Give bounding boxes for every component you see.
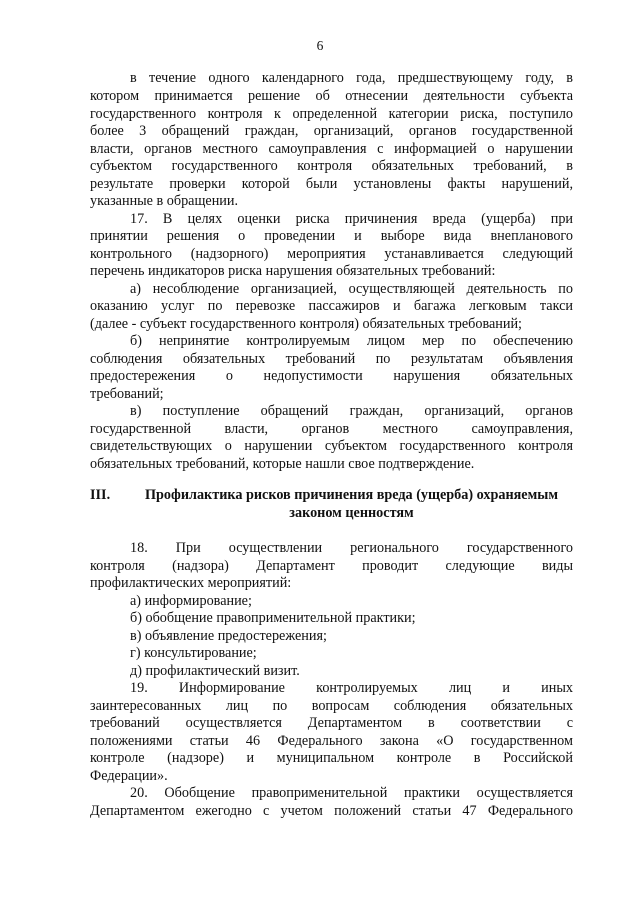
text-line: контрольного (надзорного) мероприятия устанавливается следующий — [90, 246, 573, 262]
text-line: результате проверки которой были установлены факты нарушений, — [90, 176, 573, 192]
list-item-a-line: а) несоблюдение организацией, осуществляющей деятельность по — [130, 281, 573, 297]
paragraph-20-line: 20. Обобщение правоприменительной практики осуществляется — [130, 785, 573, 801]
text-line: предостережения о недопустимости нарушения обязательных — [90, 368, 573, 384]
list-item: д) профилактический визит. — [130, 663, 300, 679]
text-line: свидетельствующих о нарушении субъектом государственного контроля — [90, 438, 573, 454]
text-line: оказанию услуг по перевозке пассажиров и багажа легковым такси — [90, 298, 573, 314]
list-item-b-line: б) непринятие контролируемым лицом мер по обеспечению — [130, 333, 573, 349]
text-line: перечень индикаторов риска нарушения обязательных требований: — [90, 263, 496, 279]
text-line: профилактических мероприятий: — [90, 575, 292, 591]
list-item: б) обобщение правоприменительной практики; — [130, 610, 416, 626]
text-line: обязательных требований, которые нашли свое подтверждение. — [90, 456, 475, 472]
text-line: Департаментом ежегодно с учетом положений статьи 47 Федерального — [90, 803, 573, 819]
list-item: г) консультирование; — [130, 645, 257, 661]
text-line: контроле (надзоре) и муниципальном контроле в Российской — [90, 750, 573, 766]
list-item-v-line: в) поступление обращений граждан, организаций, органов — [130, 403, 573, 419]
paragraph-19-line: 19. Информирование контролируемых лиц и иных — [130, 680, 573, 696]
text-line: положениями статьи 46 Федерального закона «О государственном — [90, 733, 573, 749]
list-item: в) объявление предостережения; — [130, 628, 327, 644]
text-line: государственной власти, органов местного самоуправления, — [90, 421, 573, 437]
text-line: в течение одного календарного года, предшествующему году, в — [130, 70, 573, 86]
text-line: более 3 обращений граждан, организаций, органов государственной — [90, 123, 573, 139]
text-line: заинтересованных лиц по вопросам соблюдения обязательных — [90, 698, 573, 714]
paragraph-17-line: 17. В целях оценки риска причинения вреда (ущерба) при — [130, 211, 573, 227]
text-line: соблюдения обязательных требований по результатам объявления — [90, 351, 573, 367]
text-line: власти, органов местного самоуправления с информацией о нарушении — [90, 141, 573, 157]
text-line: котором принимается решение об отнесении деятельности субъекта — [90, 88, 573, 104]
page-number: 6 — [316, 38, 324, 53]
paragraph-18-line: 18. При осуществлении регионального государственного — [130, 540, 573, 556]
text-line: контроля (надзора) Департамент проводит следующие виды — [90, 558, 573, 574]
text-line: субъектом государственного контроля обязательных требований, в — [90, 158, 573, 174]
text-line: принятии решения о проведении и выборе вида внепланового — [90, 228, 573, 244]
text-line: требований; — [90, 386, 164, 402]
text-line: указанные в обращении. — [90, 193, 239, 209]
section-heading-line-2: законом ценностям — [289, 505, 414, 521]
list-item: а) информирование; — [130, 593, 252, 609]
section-heading-line-1: Профилактика рисков причинения вреда (ущерба) охраняемым — [144, 487, 559, 503]
text-line: требований осуществляется Департаментом в соответствии с — [90, 715, 573, 731]
text-line: Федерации». — [90, 768, 168, 784]
text-line: государственного контроля к определенной категории риска, поступило — [90, 106, 573, 122]
section-number: III. — [90, 487, 111, 503]
text-line: (далее - субъект государственного контроля) обязательных требований; — [90, 316, 522, 332]
